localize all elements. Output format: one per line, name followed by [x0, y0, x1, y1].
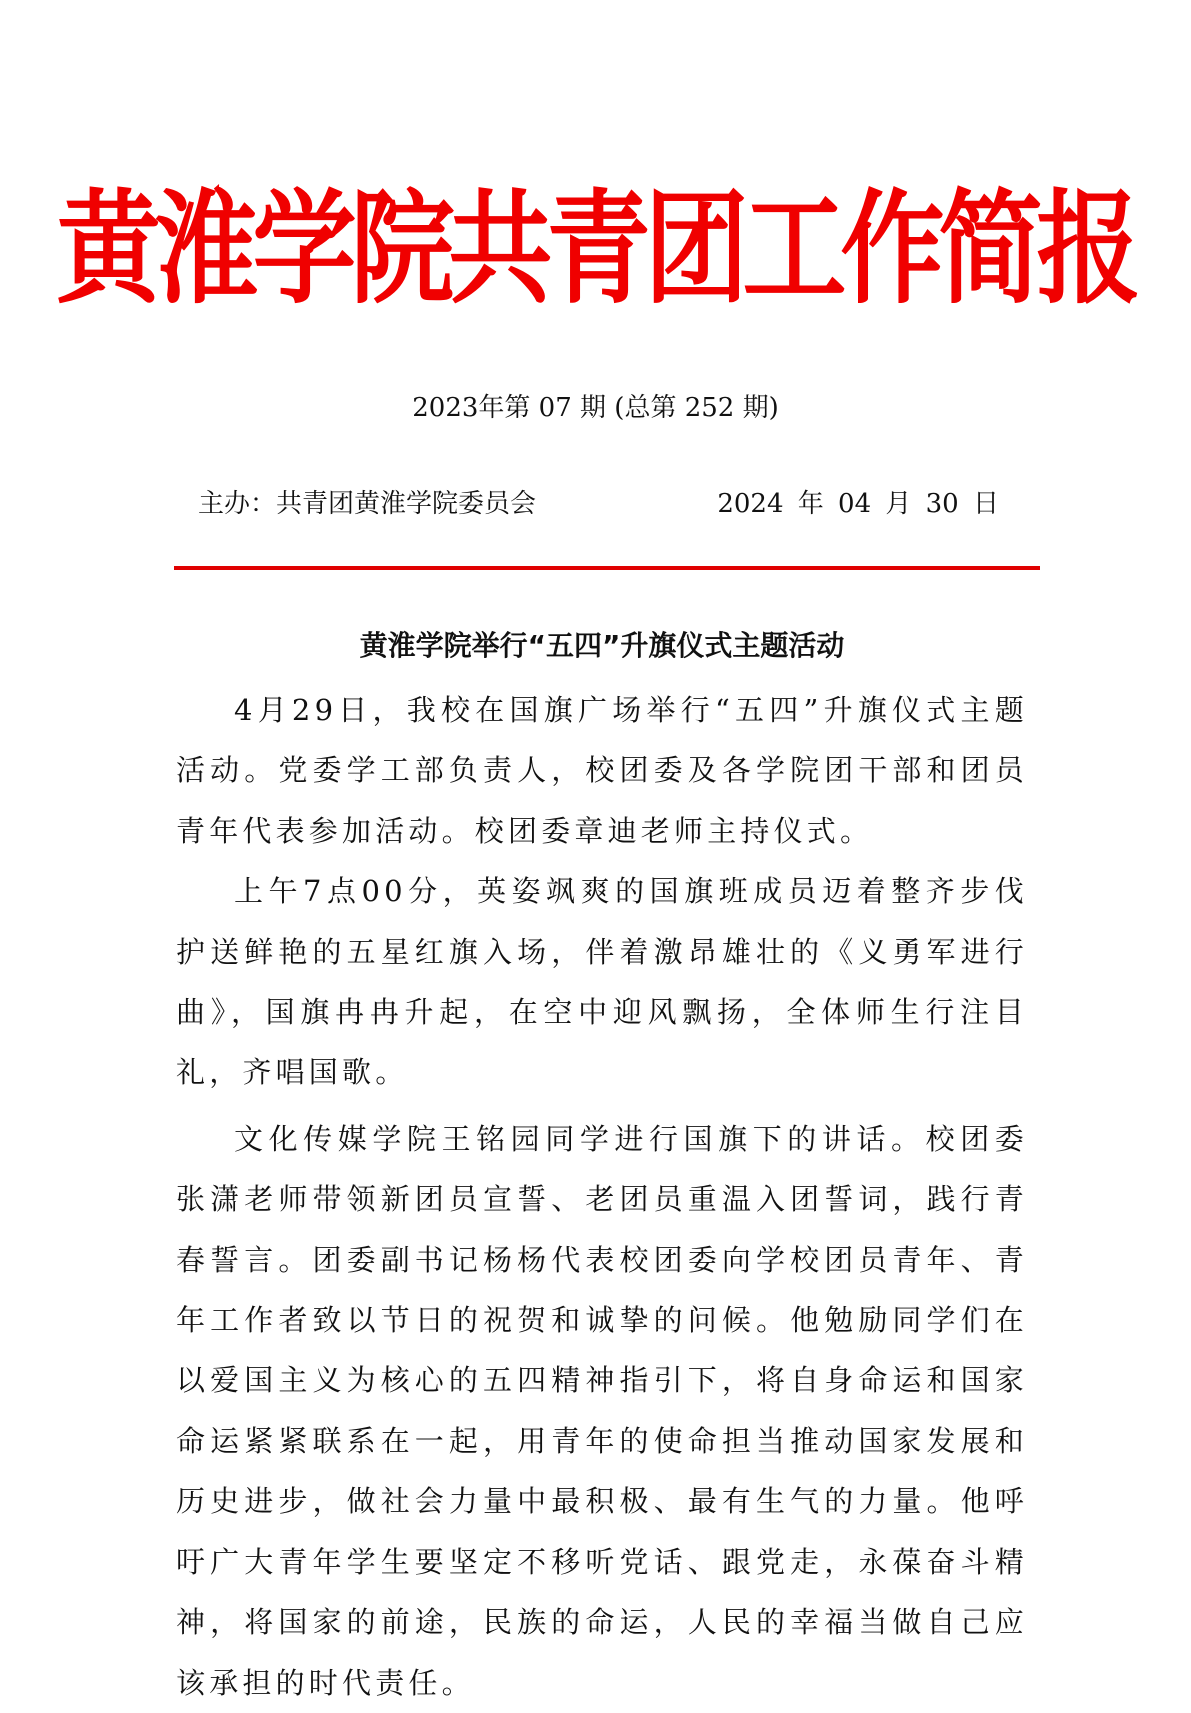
- sponsor-line: 主办：共青团黄淮学院委员会: [198, 489, 537, 519]
- article: [176, 624, 1028, 1713]
- red-divider: [174, 566, 1040, 570]
- article-paragraph-2: 上午7点00分，英姿飒爽的国旗班成员迈着整齐步伐护送鲜艳的五星红旗入场，伴着激昂雄壮的《义勇军进行曲》，国旗冉冉升起，在空中迎风飘扬，全体师生行注目礼，齐唱国歌。: [176, 874, 1028, 1090]
- issue-number: 2023年第 07 期 (总第 252 期): [412, 393, 779, 423]
- newsletter-masthead: 黄淮学院共青团工作简报: [56, 176, 1135, 321]
- article-paragraph-1: 4月29日，我校在国旗广场举行“五四”升旗仪式主题活动。党委学工部负责人，校团委及各学院团干部和团员青年代表参加活动。校团委章迪老师主持仪式。: [176, 693, 1028, 848]
- article-title: 黄淮学院举行“五四”升旗仪式主题活动: [359, 629, 845, 662]
- article-paragraph-3: 文化传媒学院王铭园同学进行国旗下的讲话。校团委张潇老师带领新团员宣誓、老团员重温入团誓词，践行青春誓言。团委副书记杨杨代表校团委向学校团员青年、青年工作者致以节日的祝贺和诚挚的问候。他勉励同学们在以爱国主义为核心的五四精神指引下，将自身命运和国家命运紧紧联系在一起，用青年的使命担当推动国家发展和历史进步，做社会力量中最积极、最有生气的力量。他呼吁广大青年学生要坚定不移听党话、跟党走，永葆奋斗精神，将国家的前途，民族的命运，人民的幸福当做自己应该承担的时代责任。: [176, 1121, 1028, 1700]
- publication-date: 2024 年 04 月 30 日: [717, 489, 999, 519]
